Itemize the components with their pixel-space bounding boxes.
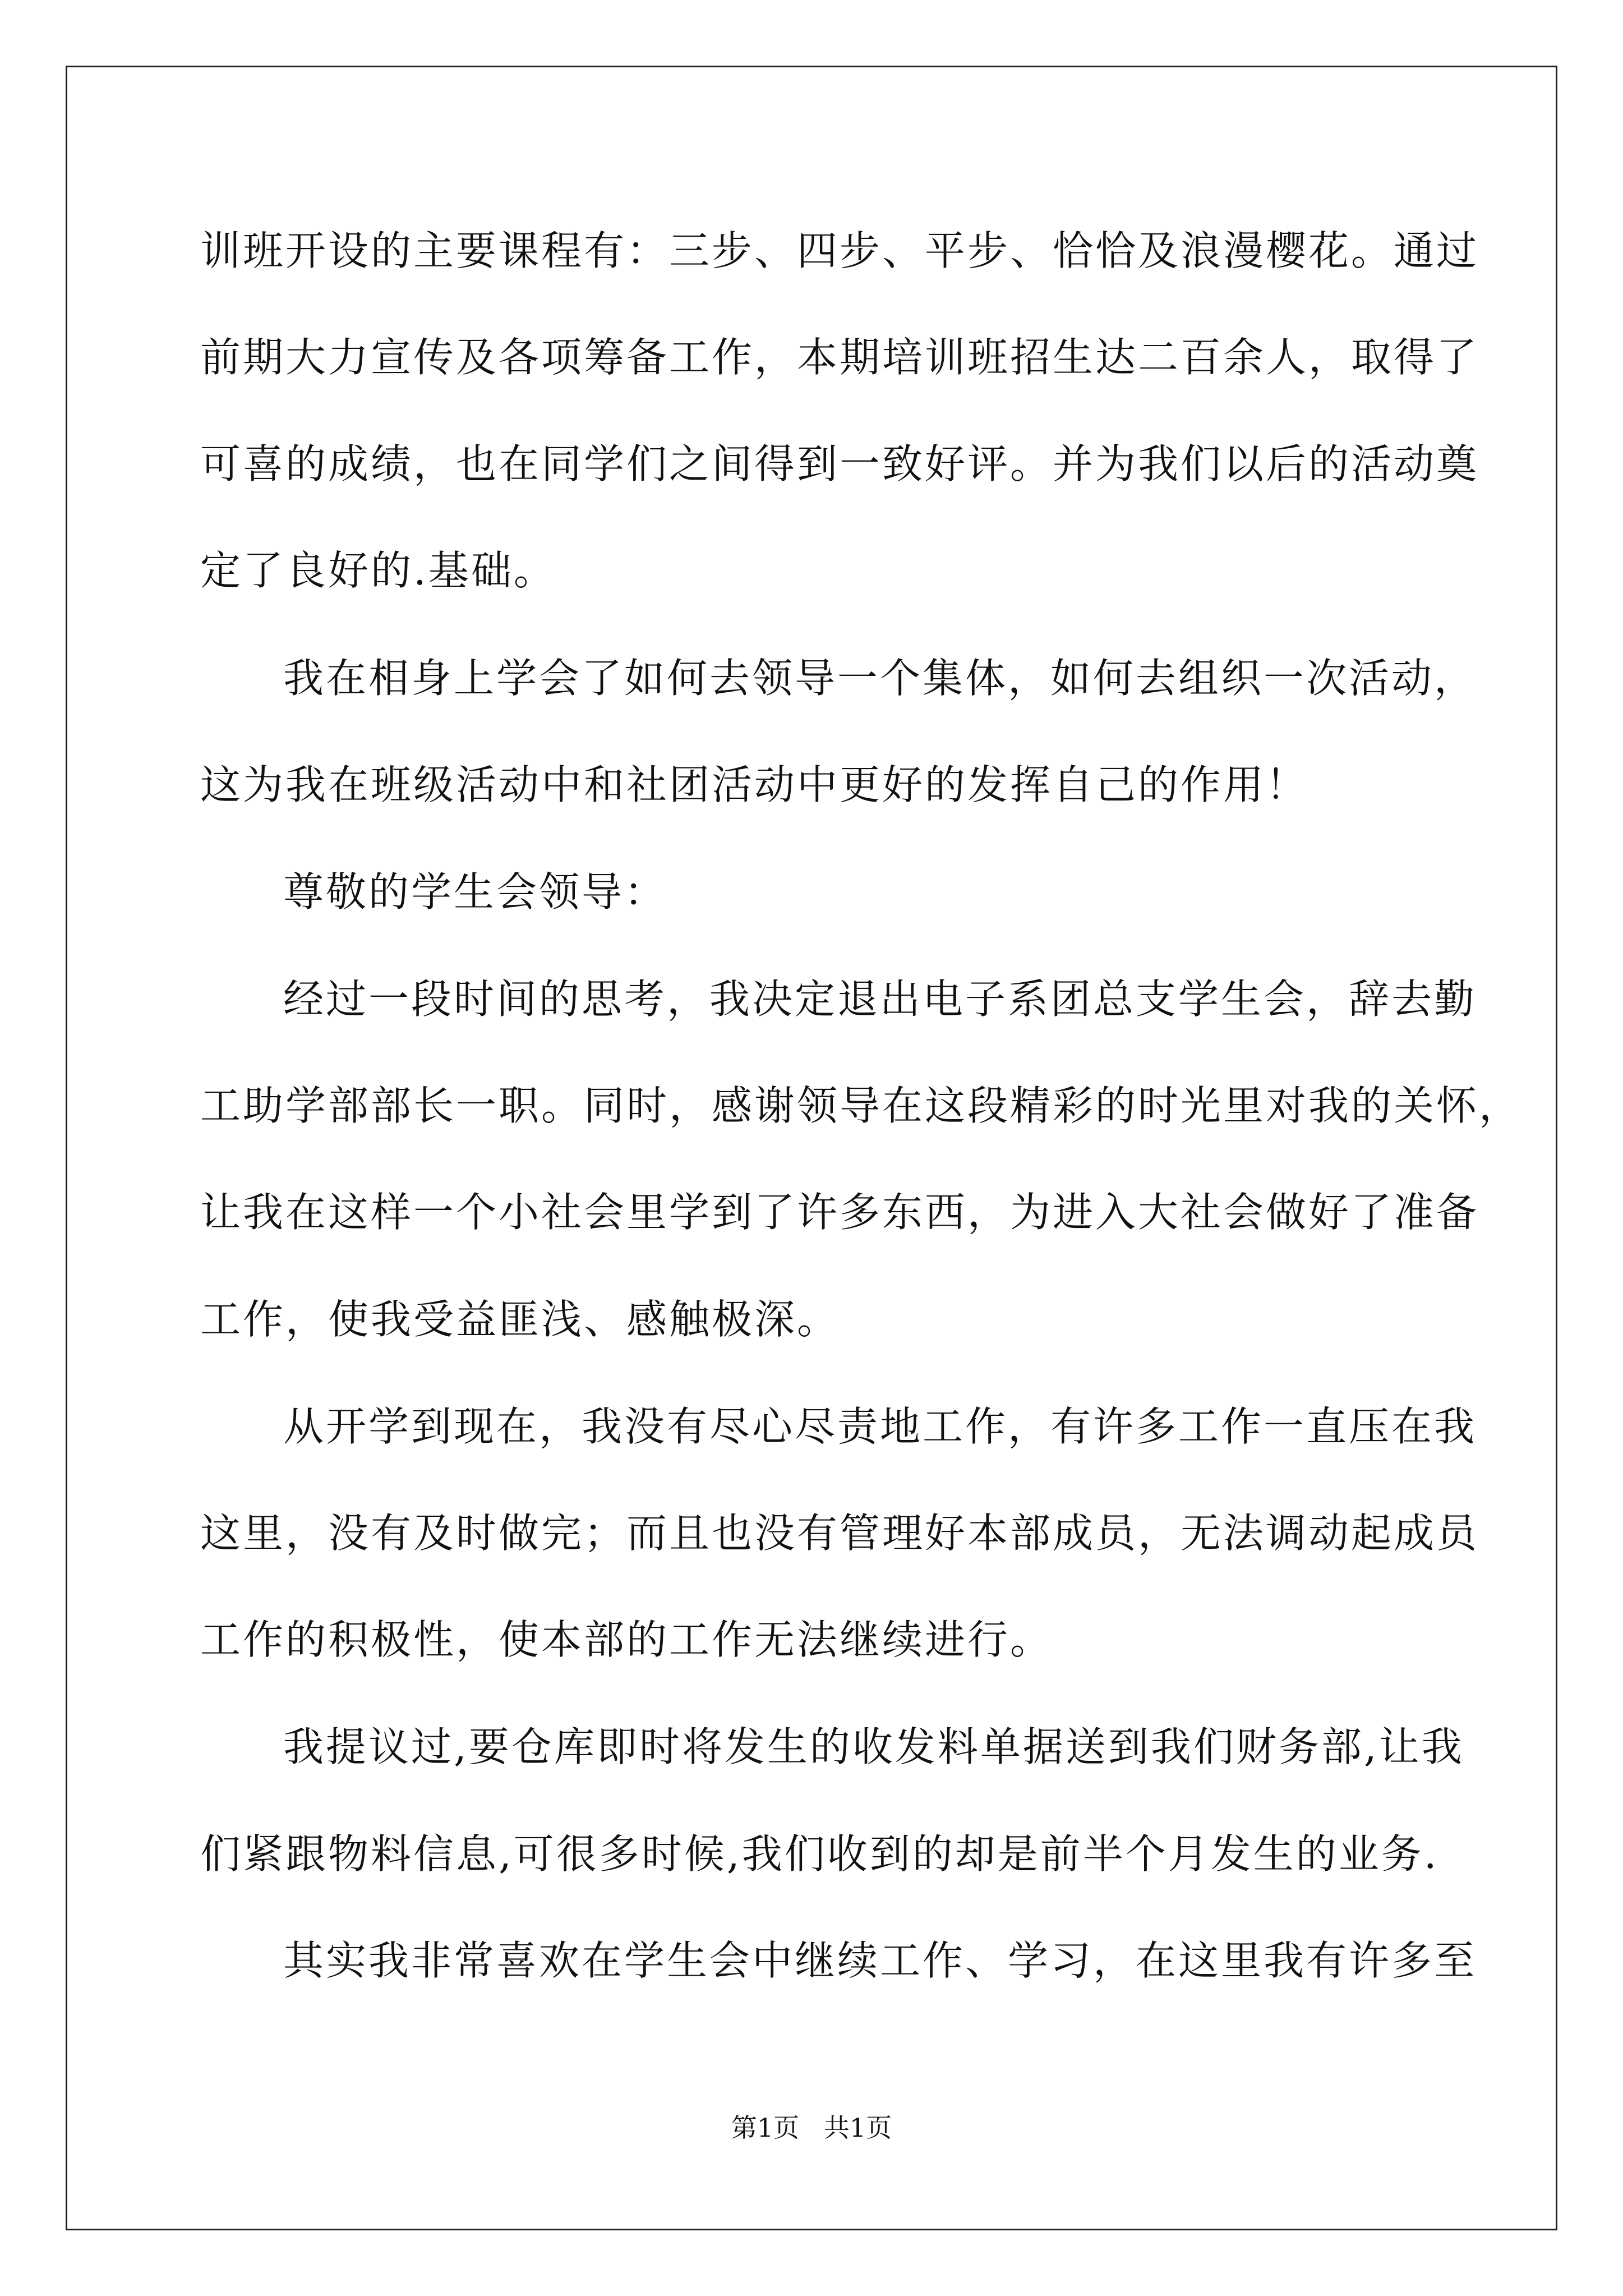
- text-line: 这为我在班级活动中和社团活动中更好的发挥自己的作用！: [200, 761, 1309, 808]
- text-line: 我在相身上学会了如何去领导一个集体，如何去组织一次活动，: [283, 655, 1477, 702]
- page-border: [66, 66, 1557, 2230]
- page-number-footer: 第1页 共1页: [731, 2113, 892, 2143]
- text-line: 我提议过,要仓库即时将发生的收发料单据送到我们财务部,让我: [283, 1723, 1464, 1770]
- text-line: 工作的积极性，使本部的工作无法继续进行。: [200, 1616, 1053, 1663]
- text-line: 让我在这样一个小社会里学到了许多东西，为进入大社会做好了准备: [200, 1189, 1479, 1236]
- text-line: 前期大力宣传及各项筹备工作，本期培训班招生达二百余人，取得了: [200, 334, 1479, 381]
- text-line: 们紧跟物料信息,可很多时候,我们收到的却是前半个月发生的业务.: [200, 1830, 1439, 1878]
- text-line: 工助学部部长一职。同时，感谢领导在这段精彩的时光里对我的关怀，: [200, 1082, 1522, 1129]
- text-line: 这里，没有及时做完；而且也没有管理好本部成员，无法调动起成员: [200, 1510, 1479, 1557]
- text-line: 经过一段时间的思考，我决定退出电子系团总支学生会，辞去勤: [283, 976, 1477, 1023]
- text-line: 训班开设的主要课程有：三步、四步、平步、恰恰及浪漫樱花。通过: [200, 227, 1479, 274]
- text-line: 尊敬的学生会领导：: [283, 868, 667, 915]
- text-line: 从开学到现在，我没有尽心尽责地工作，有许多工作一直压在我: [283, 1403, 1477, 1450]
- text-line: 其实我非常喜欢在学生会中继续工作、学习，在这里我有许多至: [283, 1937, 1477, 1984]
- text-line: 工作，使我受益匪浅、感触极深。: [200, 1296, 840, 1343]
- text-line: 可喜的成绩，也在同学们之间得到一致好评。并为我们以后的活动奠: [200, 440, 1479, 487]
- text-line: 定了良好的.基础。: [200, 547, 556, 594]
